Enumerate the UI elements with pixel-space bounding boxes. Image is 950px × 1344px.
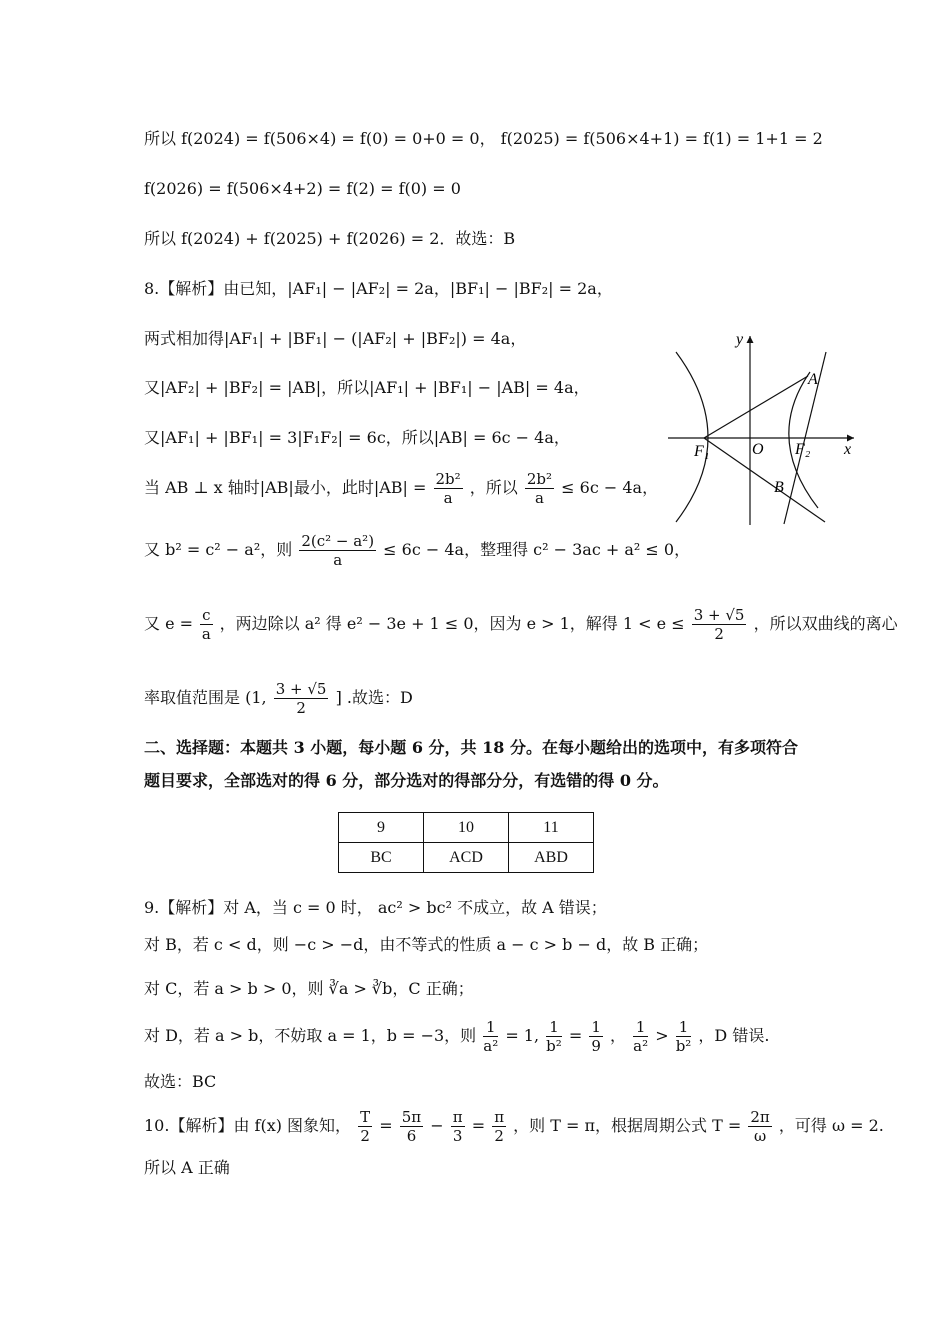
denominator: 2 (360, 1127, 370, 1145)
left-branch (676, 352, 708, 522)
fraction (589, 1018, 603, 1055)
text-line: 两式相加得|AF₁| + |BF₁| − (|AF₂| + |BF₂|) = 4a， (144, 329, 527, 348)
denominator: 3 (452, 1127, 463, 1145)
numerator: 5π (401, 1108, 422, 1126)
text-line: 所以 f(2024) + f(2025) + f(2026) = 2．故选：B (144, 229, 516, 248)
text-line (144, 606, 898, 643)
fraction (483, 1018, 498, 1055)
fraction (451, 1108, 465, 1145)
table-row (339, 843, 594, 873)
table-cell: BC (339, 843, 424, 873)
numerator: 1 (546, 1018, 562, 1037)
denominator: a² (483, 1037, 499, 1055)
denominator: a (201, 625, 211, 643)
table-cell: ACD (424, 843, 509, 873)
text-segment: ，则 T = π，根据周期公式 T = (513, 1116, 742, 1135)
denominator: 6 (406, 1127, 417, 1145)
fraction (676, 1018, 692, 1055)
denominator: 2 (714, 625, 724, 643)
fraction (692, 606, 747, 643)
text-segment: ，D 错误. (698, 1026, 770, 1045)
numerator: 1 (633, 1018, 648, 1037)
fraction (748, 1108, 771, 1145)
numerator: 1 (483, 1018, 498, 1037)
fraction (200, 606, 212, 643)
table-cell: ABD (509, 843, 594, 873)
text-line: 对 B，若 c < d，则 −c > −d，由不等式的性质 a − c > b − d，故 B 正确； (144, 935, 709, 954)
fraction (525, 470, 554, 507)
text-segment: 率取值范围是 (144, 688, 241, 707)
numerator: 3 + √5 (275, 680, 327, 698)
numerator: 1 (676, 1018, 692, 1037)
denominator: 2 (296, 699, 306, 717)
text-segment: ， (610, 1026, 627, 1045)
denominator: b² (675, 1037, 692, 1055)
denominator: a (333, 551, 343, 569)
table-row (339, 813, 594, 843)
text-line: f(2026) = f(506×4+2) = f(2) = f(0) = 0 (144, 179, 461, 198)
denominator: ω (753, 1127, 767, 1145)
focus-f1-label: F₁ (694, 443, 710, 460)
denominator: a (443, 489, 453, 507)
fraction (299, 532, 376, 569)
fraction (274, 680, 329, 717)
fraction (400, 1108, 423, 1145)
text-segment: ，所以双曲线的离心 (753, 614, 898, 633)
hyperbola-diagram (668, 330, 868, 530)
origin-label: O (752, 441, 764, 458)
text-line: 9.【解析】对 A，当 c = 0 时， ac² > bc² 不成立，故 A 错误； (144, 898, 607, 917)
point-b-label: B (774, 479, 784, 496)
text-segment: ≤ 6c − 4a， (561, 478, 659, 497)
text-line: 又|AF₁| + |BF₁| = 3|F₁F₂| = 6c，所以|AB| = 6c − 4a， (144, 428, 570, 447)
answer-table (338, 812, 594, 873)
denominator: 2 (494, 1127, 504, 1145)
denominator: b² (546, 1037, 562, 1055)
numerator: 2(c² − a²) (301, 532, 375, 550)
fraction (633, 1018, 648, 1055)
text-segment: 当 AB ⊥ x 轴时|AB|最小，此时|AB| = (144, 478, 427, 497)
numerator: T (360, 1108, 371, 1126)
table-header-cell: 10 (424, 813, 509, 843)
text-line: 又|AF₂| + |BF₂| = |AB|，所以|AF₁| + |BF₁| − |AB| = 4a， (144, 378, 590, 397)
focus-f2-label: F₂ (795, 441, 811, 458)
text-segment: 又 b² = c² − a²，则 (144, 540, 293, 559)
numerator: c (202, 606, 211, 624)
point-a-label: A (808, 371, 818, 388)
numerator: π (494, 1108, 505, 1126)
interval-open: (1, (245, 688, 267, 707)
table-header-cell: 11 (509, 813, 594, 843)
text-segment: > (655, 1026, 669, 1045)
text-segment: = (379, 1116, 393, 1135)
text-segment: ，两边除以 a² 得 e² − 3e + 1 ≤ 0，因为 e > 1，解得 1 < e ≤ (219, 614, 685, 633)
denominator: a² (633, 1037, 649, 1055)
text-line: 8.【解析】由已知，|AF₁| − |AF₂| = 2a，|BF₁| − |BF₂| = 2a， (144, 279, 613, 298)
numerator: 2π (750, 1108, 770, 1126)
text-segment: 又 e = (144, 614, 194, 633)
text-segment: = (471, 1116, 486, 1135)
text-segment: 对 D，若 a > b，不妨取 a = 1，b = −3，则 (144, 1026, 477, 1045)
numerator: π (452, 1108, 463, 1126)
text-segment: ，所以 (469, 478, 518, 497)
text-line: 故选：BC (144, 1072, 217, 1091)
text-line (144, 1018, 769, 1055)
text-segment: − (430, 1116, 444, 1135)
fraction (434, 470, 463, 507)
table-header-cell: 9 (339, 813, 424, 843)
section-heading: 二、选择题：本题共 3 小题，每小题 6 分，共 18 分。在每小题给出的选项中，有多项符合 (144, 738, 798, 757)
text-segment: = 1, (505, 1026, 540, 1045)
text-line: 所以 A 正确 (144, 1158, 230, 1177)
fraction (492, 1108, 506, 1145)
text-segment: = (568, 1026, 583, 1045)
numerator: 2b² (435, 470, 461, 488)
numerator: 3 + √5 (693, 606, 745, 624)
y-label: y (736, 331, 744, 348)
text-line (144, 680, 413, 717)
text-line: 所以 f(2024) = f(506×4) = f(0) = 0+0 = 0， f(2025) = f(506×4+1) = f(1) = 1+1 = 2 (144, 129, 823, 148)
denominator: a (535, 489, 544, 507)
x-label: x (844, 441, 852, 458)
denominator: 9 (591, 1037, 601, 1055)
text-line (144, 470, 658, 507)
text-segment: .故选：D (346, 688, 413, 707)
numerator: 1 (591, 1018, 601, 1036)
text-line (144, 1108, 884, 1145)
text-segment: ，可得 ω = 2. (778, 1116, 884, 1135)
text-segment: ≤ 6c − 4a，整理得 c² − 3ac + a² ≤ 0， (383, 540, 691, 559)
interval-close: ] (335, 688, 342, 707)
section-heading: 题目要求，全部选对的得 6 分，部分选对的得部分分，有选错的得 0 分。 (144, 771, 669, 790)
text-line (144, 532, 690, 569)
text-line: 对 C，若 a > b > 0，则 ∛a > ∛b，C 正确； (144, 979, 474, 998)
text-segment: 10.【解析】由 f(x) 图象知， (144, 1116, 352, 1135)
fraction (546, 1018, 562, 1055)
numerator: 2b² (526, 470, 553, 488)
fraction (358, 1108, 372, 1145)
